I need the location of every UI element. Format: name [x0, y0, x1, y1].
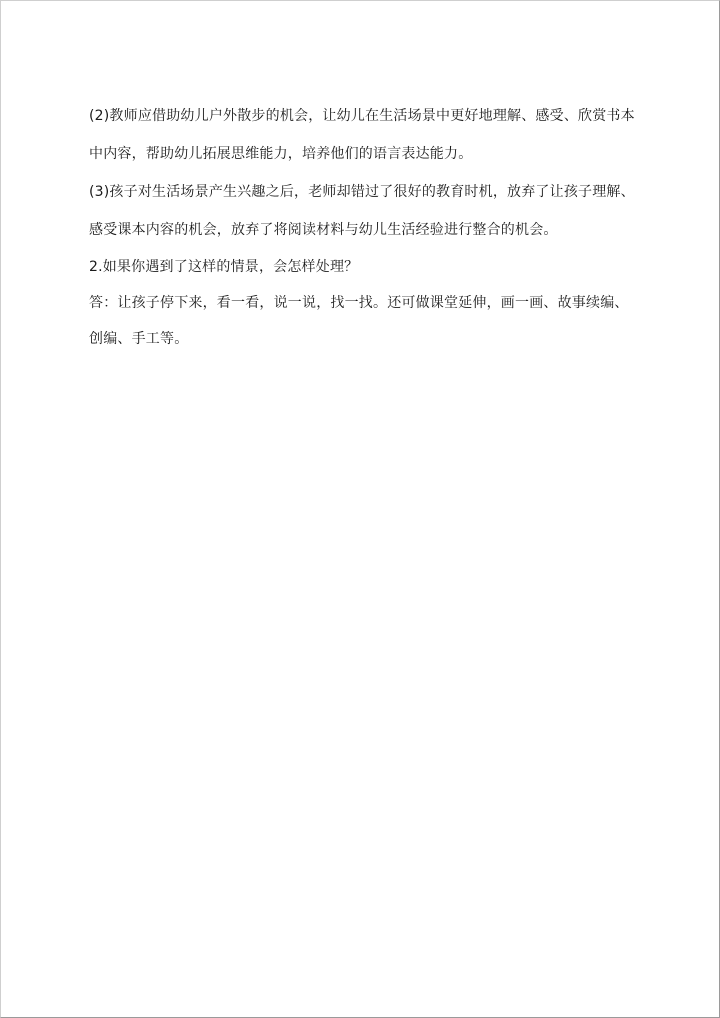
question-2: 2.如果你遇到了这样的情景，会怎样处理？	[89, 259, 359, 275]
answer-2: 答：让孩子停下来，看一看，说一说，找一找。还可做课堂延伸，画一画、故事续编、创编、手工等。	[89, 295, 629, 347]
paragraph-point-3: (3)孩子对生活场景产生兴趣之后，老师却错过了很好的教育时机，放弃了让孩子理解、感受课本内容的机会，放弃了将阅读材料与幼儿生活经验进行整合的机会。	[89, 184, 635, 238]
document-body	[89, 97, 637, 357]
paragraph-point-2: (2)教师应借助幼儿户外散步的机会，让幼儿在生活场景中更好地理解、感受、欣赏书本中内容，帮助幼儿拓展思维能力，培养他们的语言表达能力。	[89, 108, 635, 162]
